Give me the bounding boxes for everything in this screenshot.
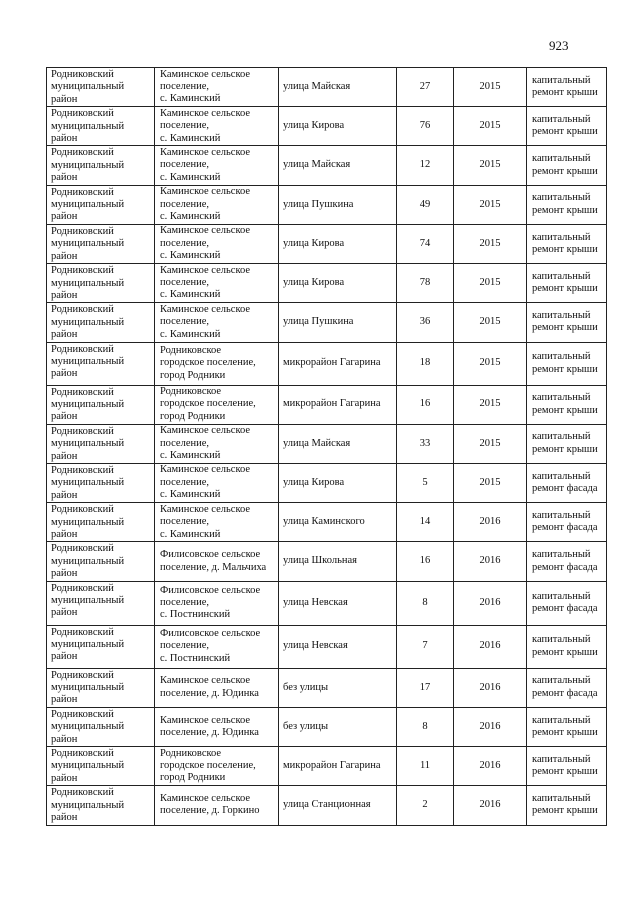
district-cell-line: район [51, 489, 78, 501]
district-cell-line: район [51, 772, 78, 784]
district-cell [47, 224, 155, 263]
work-type-cell [527, 581, 607, 625]
work-type-cell-line: ремонт фасада [532, 561, 598, 573]
settlement-cell-line: Каминское сельское [160, 186, 251, 198]
settlement-cell-line: Филисовское сельское [160, 628, 261, 640]
settlement-cell [155, 668, 279, 707]
district-cell [47, 786, 155, 825]
table-row [47, 185, 607, 224]
district-cell [47, 581, 155, 625]
house-number-cell: 17 [397, 668, 454, 707]
work-type-cell-line: ремонт фасада [532, 522, 598, 534]
district-cell [47, 707, 155, 746]
district-cell-line: муниципальный [51, 595, 125, 607]
work-type-cell-line: капитальный [532, 351, 591, 363]
district-cell [47, 264, 155, 303]
work-type-cell-line: капитальный [532, 792, 591, 804]
district-cell [47, 107, 155, 146]
settlement-cell-line: Каминское сельское [160, 792, 251, 804]
work-type-cell [527, 342, 607, 385]
work-type-cell-line: ремонт крыши [532, 646, 598, 658]
district-cell [47, 747, 155, 786]
settlement-cell-line: Каминское сельское [160, 225, 251, 237]
house-number-cell: 11 [397, 747, 454, 786]
street-cell: микрорайон Гагарина [279, 342, 397, 385]
street-cell: улица Кирова [279, 463, 397, 502]
year-cell: 2016 [454, 542, 527, 581]
settlement-cell [155, 264, 279, 303]
work-type-cell [527, 303, 607, 342]
district-cell-line: муниципальный [51, 159, 125, 171]
settlement-cell [155, 424, 279, 463]
work-type-cell-line: ремонт крыши [532, 165, 598, 177]
street-cell: микрорайон Гагарина [279, 747, 397, 786]
district-cell [47, 342, 155, 385]
table-row [47, 668, 607, 707]
district-cell-line: район [51, 93, 78, 105]
district-cell-line: район [51, 211, 78, 223]
settlement-cell-line: с. Постнинский [160, 609, 231, 621]
district-cell-line: Родниковский [51, 787, 114, 799]
work-type-cell-line: капитальный [532, 431, 591, 443]
table-row [47, 224, 607, 263]
district-cell-line: муниципальный [51, 555, 125, 567]
work-type-cell-line: капитальный [532, 270, 591, 282]
settlement-cell-line: Каминское сельское [160, 425, 251, 437]
settlement-cell-line: город Родники [160, 410, 226, 422]
work-type-cell-line: ремонт фасада [532, 603, 598, 615]
house-number-cell: 49 [397, 185, 454, 224]
work-type-cell-line: ремонт крыши [532, 805, 598, 817]
house-number-cell: 5 [397, 463, 454, 502]
table-row [47, 625, 607, 668]
work-type-cell-line: ремонт крыши [532, 283, 598, 295]
street-cell: улица Школьная [279, 542, 397, 581]
work-type-cell-line: ремонт крыши [532, 404, 598, 416]
settlement-cell [155, 342, 279, 385]
table-row [47, 542, 607, 581]
street-cell: микрорайон Гагарина [279, 385, 397, 424]
work-type-cell-line: ремонт фасада [532, 687, 598, 699]
year-cell: 2015 [454, 424, 527, 463]
work-type-cell-line: капитальный [532, 231, 591, 243]
work-type-cell-line: капитальный [532, 549, 591, 561]
settlement-cell-line: Каминское сельское [160, 714, 251, 726]
district-cell-line: муниципальный [51, 682, 125, 694]
settlement-cell-line: Каминское сельское [160, 675, 251, 687]
work-type-cell-line: капитальный [532, 753, 591, 765]
year-cell: 2016 [454, 625, 527, 668]
house-number-cell: 7 [397, 625, 454, 668]
settlement-cell-line: поселение, [160, 237, 210, 249]
page-number: 923 [549, 38, 569, 53]
year-cell: 2015 [454, 146, 527, 185]
work-type-cell-line: ремонт крыши [532, 87, 598, 99]
district-cell-line: муниципальный [51, 799, 125, 811]
settlement-cell-line: Каминское сельское [160, 264, 251, 276]
work-type-cell-line: ремонт крыши [532, 363, 598, 375]
table-row [47, 503, 607, 542]
district-cell-line: район [51, 694, 78, 706]
table-row [47, 424, 607, 463]
settlement-cell [155, 581, 279, 625]
district-cell [47, 303, 155, 342]
district-cell-line: муниципальный [51, 438, 125, 450]
table-row [47, 581, 607, 625]
district-cell-line: Родниковский [51, 425, 114, 437]
settlement-cell-line: Каминское сельское [160, 464, 251, 476]
district-cell [47, 503, 155, 542]
settlement-cell-line: с. Каминский [160, 328, 221, 340]
district-cell [47, 463, 155, 502]
house-number-cell: 16 [397, 542, 454, 581]
table-row [47, 463, 607, 502]
district-cell-line: Родниковский [51, 626, 114, 638]
settlement-cell-line: поселение, [160, 640, 210, 652]
table-row [47, 786, 607, 825]
district-cell-line: район [51, 812, 78, 824]
work-type-cell [527, 542, 607, 581]
district-cell-line: муниципальный [51, 477, 125, 489]
district-cell-line: Родниковский [51, 386, 114, 398]
work-type-cell-line: капитальный [532, 714, 591, 726]
housing-repair-table [46, 67, 607, 826]
year-cell: 2016 [454, 747, 527, 786]
work-type-cell-line: капитальный [532, 590, 591, 602]
work-type-cell [527, 707, 607, 746]
settlement-cell-line: поселение, [160, 80, 210, 92]
street-cell: улица Невская [279, 581, 397, 625]
work-type-cell [527, 786, 607, 825]
district-cell [47, 542, 155, 581]
work-type-cell-line: ремонт фасада [532, 483, 598, 495]
year-cell: 2015 [454, 303, 527, 342]
year-cell: 2015 [454, 224, 527, 263]
settlement-cell-line: Каминское сельское [160, 107, 251, 119]
district-cell [47, 185, 155, 224]
settlement-cell [155, 224, 279, 263]
settlement-cell [155, 303, 279, 342]
house-number-cell: 76 [397, 107, 454, 146]
settlement-cell-line: поселение, д. Мальчиха [160, 561, 267, 573]
work-type-cell-line: капитальный [532, 634, 591, 646]
district-cell-line: Родниковский [51, 543, 114, 555]
settlement-cell-line: поселение, [160, 596, 210, 608]
district-cell-line: Родниковский [51, 464, 114, 476]
settlement-cell-line: Родниковское [160, 344, 222, 356]
settlement-cell [155, 107, 279, 146]
work-type-cell-line: капитальный [532, 113, 591, 125]
settlement-cell-line: городское поселение, [160, 759, 256, 771]
settlement-cell-line: с. Каминский [160, 93, 221, 105]
settlement-cell-line: Родниковское [160, 747, 222, 759]
district-cell [47, 385, 155, 424]
street-cell: улица Невская [279, 625, 397, 668]
street-cell: улица Майская [279, 146, 397, 185]
settlement-cell-line: с. Каминский [160, 171, 221, 183]
district-cell-line: Родниковский [51, 147, 114, 159]
settlement-cell-line: поселение, [160, 120, 210, 132]
work-type-cell [527, 68, 607, 107]
settlement-cell [155, 146, 279, 185]
district-cell-line: Родниковский [51, 669, 114, 681]
settlement-cell [155, 707, 279, 746]
street-cell: улица Майская [279, 424, 397, 463]
house-number-cell: 14 [397, 503, 454, 542]
work-type-cell [527, 146, 607, 185]
district-cell-line: муниципальный [51, 81, 125, 93]
settlement-cell-line: поселение, [160, 476, 210, 488]
year-cell: 2015 [454, 342, 527, 385]
settlement-cell-line: с. Каминский [160, 489, 221, 501]
settlement-cell-line: Филисовское сельское [160, 584, 261, 596]
settlement-cell-line: поселение, [160, 516, 210, 528]
work-type-cell [527, 668, 607, 707]
settlement-cell-line: поселение, д. Юдинка [160, 687, 259, 699]
district-cell-line: район [51, 329, 78, 341]
settlement-cell [155, 542, 279, 581]
table-row [47, 747, 607, 786]
work-type-cell [527, 224, 607, 263]
year-cell: 2015 [454, 385, 527, 424]
settlement-cell-line: Филисовское сельское [160, 549, 261, 561]
settlement-cell-line: городское поселение, [160, 357, 256, 369]
work-type-cell [527, 107, 607, 146]
district-cell-line: муниципальный [51, 355, 125, 367]
district-cell-line: район [51, 733, 78, 745]
work-type-cell-line: ремонт крыши [532, 126, 598, 138]
district-cell-line: Родниковский [51, 225, 114, 237]
year-cell: 2016 [454, 786, 527, 825]
settlement-cell-line: поселение, [160, 198, 210, 210]
year-cell: 2015 [454, 185, 527, 224]
district-cell-line: Родниковский [51, 343, 114, 355]
work-type-cell [527, 424, 607, 463]
settlement-cell-line: с. Каминский [160, 528, 221, 540]
settlement-cell-line: поселение, [160, 437, 210, 449]
work-type-cell [527, 503, 607, 542]
settlement-cell-line: город Родники [160, 772, 226, 784]
house-number-cell: 16 [397, 385, 454, 424]
work-type-cell-line: капитальный [532, 392, 591, 404]
district-cell [47, 424, 155, 463]
settlement-cell-line: поселение, [160, 316, 210, 328]
street-cell: улица Каминского [279, 503, 397, 542]
district-cell-line: муниципальный [51, 639, 125, 651]
street-cell: улица Станционная [279, 786, 397, 825]
street-cell: без улицы [279, 668, 397, 707]
settlement-cell-line: с. Каминский [160, 132, 221, 144]
district-cell-line: район [51, 172, 78, 184]
district-cell-line: Родниковский [51, 708, 114, 720]
street-cell: улица Пушкина [279, 185, 397, 224]
settlement-cell [155, 503, 279, 542]
district-cell-line: Родниковский [51, 582, 114, 594]
district-cell-line: Родниковский [51, 304, 114, 316]
work-type-cell-line: капитальный [532, 470, 591, 482]
district-cell-line: муниципальный [51, 398, 125, 410]
district-cell-line: муниципальный [51, 516, 125, 528]
settlement-cell [155, 185, 279, 224]
settlement-cell-line: Каминское сельское [160, 303, 251, 315]
settlement-cell-line: Каминское сельское [160, 146, 251, 158]
year-cell: 2016 [454, 581, 527, 625]
work-type-cell-line: капитальный [532, 509, 591, 521]
district-cell-line: район [51, 568, 78, 580]
settlement-cell-line: с. Каминский [160, 250, 221, 262]
district-cell-line: муниципальный [51, 120, 125, 132]
work-type-cell-line: капитальный [532, 74, 591, 86]
work-type-cell [527, 747, 607, 786]
settlement-cell-line: с. Каминский [160, 450, 221, 462]
settlement-cell-line: с. Каминский [160, 210, 221, 222]
table-row [47, 107, 607, 146]
settlement-cell-line: Родниковское [160, 386, 222, 398]
house-number-cell: 2 [397, 786, 454, 825]
district-cell-line: Родниковский [51, 504, 114, 516]
table-row [47, 146, 607, 185]
work-type-cell-line: ремонт крыши [532, 243, 598, 255]
settlement-cell [155, 786, 279, 825]
settlement-cell [155, 747, 279, 786]
work-type-cell-line: капитальный [532, 310, 591, 322]
settlement-cell-line: Каминское сельское [160, 503, 251, 515]
district-cell [47, 68, 155, 107]
work-type-cell [527, 185, 607, 224]
year-cell: 2015 [454, 264, 527, 303]
settlement-cell-line: поселение, [160, 277, 210, 288]
district-cell-line: район [51, 250, 78, 262]
street-cell: улица Кирова [279, 224, 397, 263]
district-cell-line: район [51, 651, 78, 663]
district-cell-line: район [51, 368, 78, 380]
house-number-cell: 33 [397, 424, 454, 463]
table-row [47, 707, 607, 746]
year-cell: 2016 [454, 668, 527, 707]
street-cell: без улицы [279, 707, 397, 746]
district-cell [47, 668, 155, 707]
street-cell: улица Пушкина [279, 303, 397, 342]
house-number-cell: 27 [397, 68, 454, 107]
settlement-cell-line: Каминское сельское [160, 68, 251, 80]
table-row [47, 68, 607, 107]
year-cell: 2015 [454, 107, 527, 146]
work-type-cell-line: ремонт крыши [532, 204, 598, 216]
district-cell-line: муниципальный [51, 277, 125, 289]
street-cell: улица Кирова [279, 107, 397, 146]
house-number-cell: 8 [397, 707, 454, 746]
street-cell: улица Кирова [279, 264, 397, 303]
district-cell-line: муниципальный [51, 760, 125, 772]
settlement-cell [155, 625, 279, 668]
house-number-cell: 18 [397, 342, 454, 385]
work-type-cell-line: капитальный [532, 675, 591, 687]
work-type-cell-line: капитальный [532, 153, 591, 165]
work-type-cell-line: ремонт крыши [532, 726, 598, 738]
table-row [47, 385, 607, 424]
district-cell-line: муниципальный [51, 316, 125, 328]
district-cell-line: Родниковский [51, 69, 114, 80]
house-number-cell: 12 [397, 146, 454, 185]
year-cell: 2016 [454, 707, 527, 746]
district-cell-line: район [51, 607, 78, 619]
settlement-cell-line: городское поселение, [160, 398, 256, 410]
work-type-cell [527, 625, 607, 668]
district-cell-line: район [51, 133, 78, 145]
year-cell: 2015 [454, 463, 527, 502]
settlement-cell [155, 463, 279, 502]
district-cell-line: Родниковский [51, 108, 114, 120]
year-cell: 2016 [454, 503, 527, 542]
district-cell-line: район [51, 450, 78, 462]
house-number-cell: 78 [397, 264, 454, 303]
district-cell-line: район [51, 529, 78, 540]
work-type-cell [527, 264, 607, 303]
house-number-cell: 8 [397, 581, 454, 625]
house-number-cell: 36 [397, 303, 454, 342]
district-cell-line: муниципальный [51, 199, 125, 211]
house-number-cell: 74 [397, 224, 454, 263]
settlement-cell-line: поселение, д. Юдинка [160, 726, 259, 738]
district-cell-line: муниципальный [51, 721, 125, 733]
work-type-cell [527, 385, 607, 424]
district-cell-line: Родниковский [51, 748, 114, 760]
table-row [47, 342, 607, 385]
year-cell: 2015 [454, 68, 527, 107]
district-cell-line: муниципальный [51, 238, 125, 250]
district-cell [47, 625, 155, 668]
work-type-cell [527, 463, 607, 502]
work-type-cell-line: ремонт крыши [532, 322, 598, 334]
district-cell-line: Родниковский [51, 265, 114, 277]
settlement-cell-line: поселение, д. Горкино [160, 805, 260, 817]
district-cell-line: район [51, 289, 78, 301]
district-cell-line: район [51, 411, 78, 423]
settlement-cell [155, 68, 279, 107]
table-row [47, 303, 607, 342]
settlement-cell-line: поселение, [160, 159, 210, 171]
street-cell: улица Майская [279, 68, 397, 107]
table-row [47, 264, 607, 303]
settlement-cell-line: город Родники [160, 369, 226, 381]
settlement-cell [155, 385, 279, 424]
work-type-cell-line: ремонт крыши [532, 766, 598, 778]
district-cell [47, 146, 155, 185]
work-type-cell-line: капитальный [532, 192, 591, 204]
district-cell-line: Родниковский [51, 186, 114, 198]
work-type-cell-line: ремонт крыши [532, 443, 598, 455]
settlement-cell-line: с. Каминский [160, 289, 221, 301]
settlement-cell-line: с. Постнинский [160, 652, 231, 664]
